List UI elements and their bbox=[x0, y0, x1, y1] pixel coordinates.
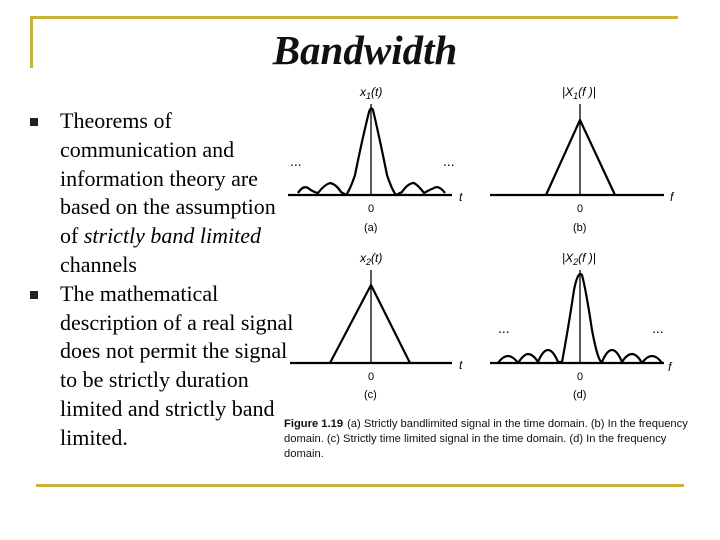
caption-text: (a) Strictly bandlimited signal in the time domain. (b) In the frequency domain. (c) Strictly time limited signal in the time domain. (d) In the frequency domain. bbox=[284, 418, 688, 461]
panel-a-ylabel: $x_1(t)$ bbox=[360, 85, 383, 101]
panel-c-triangle bbox=[330, 285, 410, 363]
slide-title: Bandwidth bbox=[272, 27, 458, 73]
bullet-item bbox=[24, 107, 294, 280]
bullet-item bbox=[24, 280, 294, 453]
panel-d-label: (d) bbox=[573, 389, 587, 401]
panel-a-ellipsis-left: ... bbox=[290, 153, 302, 169]
panel-a-label: (a) bbox=[364, 222, 378, 234]
panel-d-ellipsis-left: ... bbox=[498, 320, 510, 336]
bullet-list bbox=[24, 107, 294, 453]
panel-c-label: (c) bbox=[364, 389, 377, 401]
signal-figure bbox=[280, 72, 690, 472]
bullet-emphasis: strictly band limited bbox=[83, 223, 262, 249]
bullet-square-icon bbox=[30, 118, 38, 126]
panel-a-origin: 0 bbox=[368, 203, 375, 215]
panel-d-axis-label: f bbox=[668, 360, 672, 374]
panel-d-ylabel: $|X_2(f$ )| bbox=[562, 251, 596, 267]
figure-caption bbox=[284, 417, 694, 463]
panel-c-ylabel: $x_2(t)$ bbox=[360, 251, 383, 267]
panel-d-origin: 0 bbox=[577, 371, 584, 383]
bullet-square-icon bbox=[30, 291, 38, 299]
panel-b-ylabel: $|X_1(f$ )| bbox=[562, 85, 596, 101]
panel-b-origin: 0 bbox=[577, 203, 584, 215]
bullet-text: The mathematical description of a real signal does not permit the signal to be strictly duration limited and strictly band limited. bbox=[60, 280, 294, 450]
frame-top-line bbox=[30, 16, 678, 19]
panel-c-origin: 0 bbox=[368, 371, 375, 383]
frame-bottom-line bbox=[36, 484, 684, 487]
bullet-text-start: Theorems of communication and information theory are based on the assumption of bbox=[60, 108, 276, 249]
panel-b-axis-label: f bbox=[670, 190, 674, 204]
panel-c-axis-label: t bbox=[459, 358, 463, 372]
panel-a-axis-label: t bbox=[459, 190, 463, 204]
panel-a-ellipsis-right: ... bbox=[443, 153, 455, 169]
panel-d-ellipsis-right: ... bbox=[652, 320, 664, 336]
bullet-text-end: channels bbox=[60, 251, 137, 277]
caption-label: Figure 1.19 bbox=[284, 418, 344, 430]
panel-b-label: (b) bbox=[573, 222, 587, 234]
